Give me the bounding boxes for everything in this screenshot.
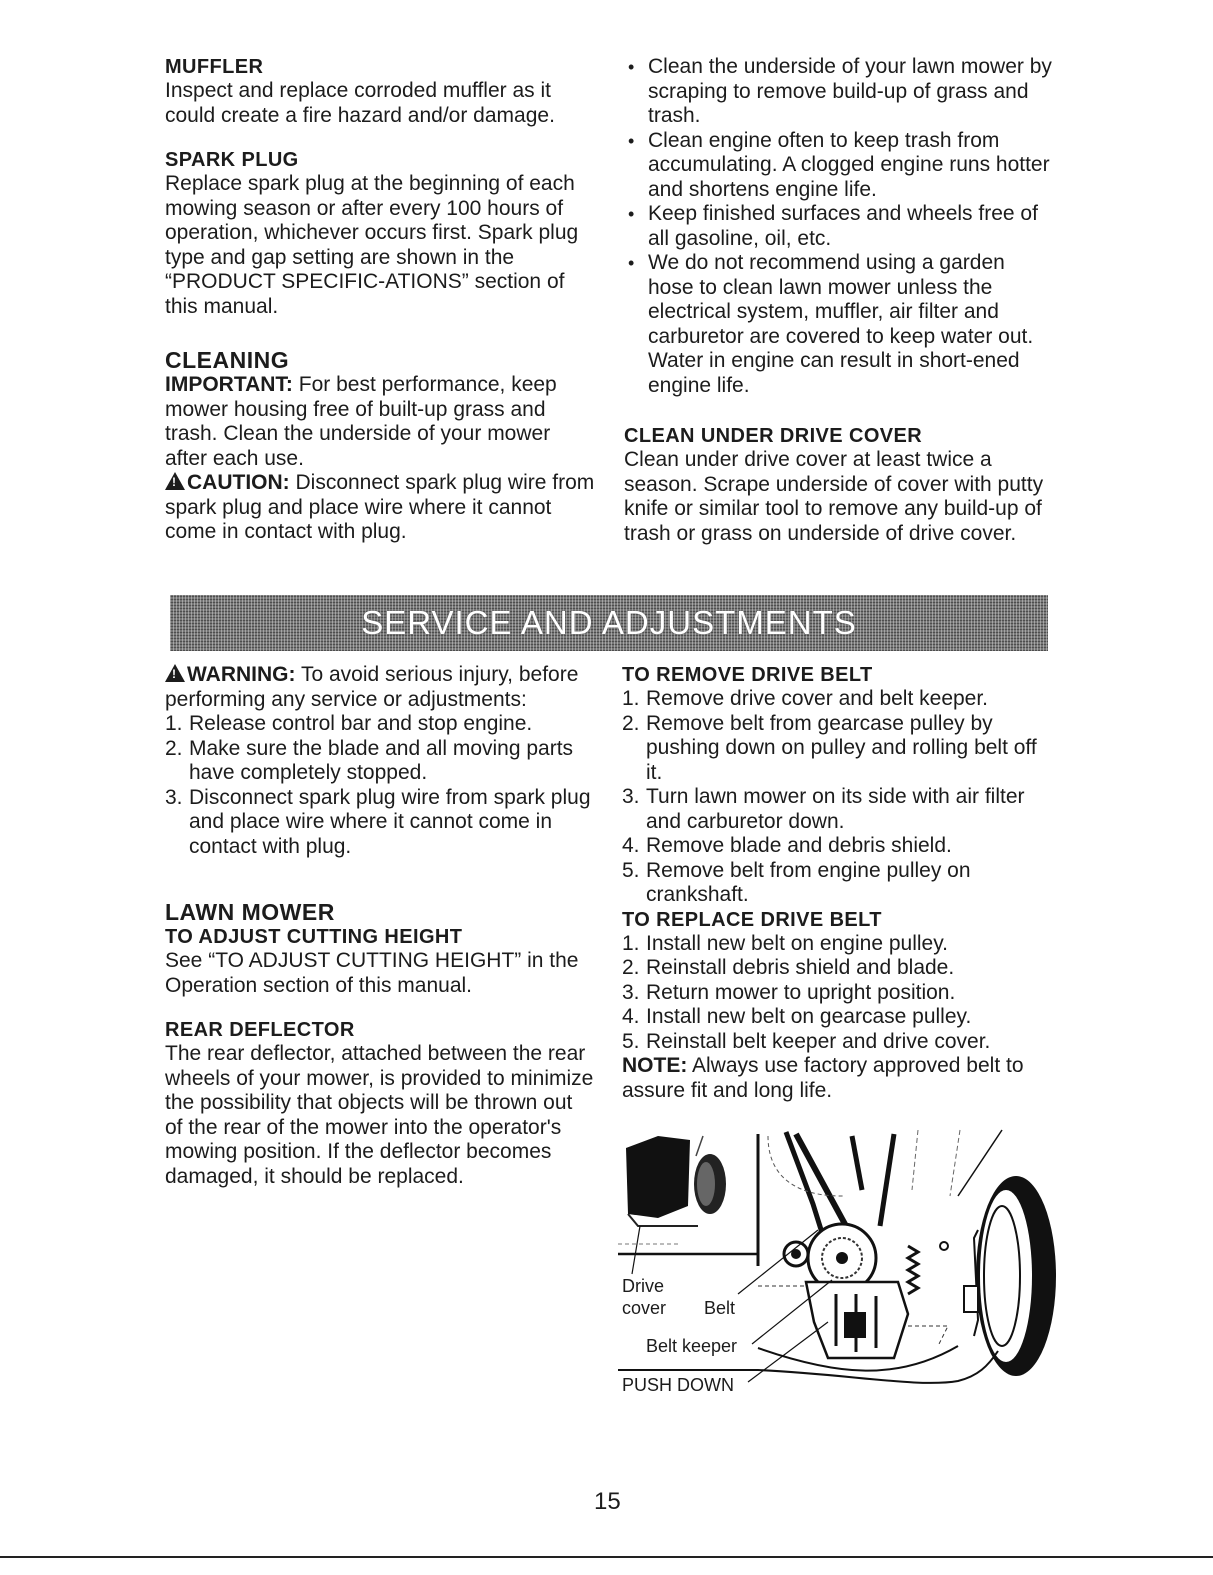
spark-plug-title: SPARK PLUG	[165, 149, 299, 171]
list-item: 1. Remove drive cover and belt keeper.	[622, 687, 989, 710]
bottom-left-column	[165, 663, 595, 1189]
list-item: 4. Install new belt on gearcase pulley.	[622, 1005, 972, 1028]
label-cover: cover	[622, 1298, 667, 1318]
cleaning-title: CLEANING	[165, 347, 290, 373]
lawn-mower-title: LAWN MOWER	[165, 899, 335, 925]
list-item: 5. Remove belt from engine pulley on crankshaft.	[622, 858, 971, 906]
warning-icon	[165, 664, 185, 682]
list-item: • Clean engine often to keep trash from accumulating. A clogged engine runs hotter and shortens engine life.	[628, 128, 1050, 201]
label-belt: Belt	[704, 1298, 736, 1318]
drive-cover-body: Clean under drive cover at least twice a season. Scrape underside of cover with putty knife or similar tool to remove any build-up of trash or grass on underside of drive cover.	[624, 448, 1044, 545]
list-item: • Keep finished surfaces and wheels free of all gasoline, oil, etc.	[628, 202, 1038, 250]
spark-plug-body: Replace spark plug at the beginning of each mowing season or after every 100 hours of operation, whichever occurs first. Spark plug type and gap setting are shown in the “PRODUCT SPECIFIC-ATIONS” section of this manual.	[165, 172, 579, 318]
warning-intro	[165, 663, 595, 712]
drive-belt-figure	[618, 1126, 1058, 1418]
caution-text: Disconnect spark plug wire from spark plug and place wire where it cannot come in contact with plug.	[165, 471, 595, 543]
label-belt-keeper: Belt keeper	[646, 1336, 738, 1356]
note-label: NOTE:	[622, 1054, 688, 1077]
bullet-icon: •	[628, 253, 635, 273]
list-item: 1. Install new belt on engine pulley.	[622, 931, 948, 955]
cleaning-important	[165, 373, 595, 471]
bullet-icon: •	[628, 130, 635, 151]
list-item: • Clean the underside of your lawn mower by scraping to remove build-up of grass and trash.	[628, 55, 1052, 127]
caution-label: CAUTION:	[187, 471, 290, 494]
top-left-column	[165, 55, 595, 545]
banner-title: SERVICE AND ADJUSTMENTS	[361, 604, 857, 641]
list-item: 3. Turn lawn mower on its side with air filter and carburetor down.	[622, 785, 1025, 833]
note-text: Always use factory approved belt to assure fit and long life.	[622, 1054, 1024, 1102]
rear-deflector-title: REAR DEFLECTOR	[165, 1019, 355, 1041]
list-item: 4. Remove blade and debris shield.	[622, 834, 952, 857]
remove-belt-steps	[622, 687, 1052, 908]
bullet-icon: •	[628, 204, 635, 224]
list-item: 2. Remove belt from gearcase pulley by pushing down on pulley and rolling belt off it.	[622, 711, 1037, 784]
important-text: For best performance, keep mower housing free of built-up grass and trash. Clean the underside of your mower after each use.	[165, 373, 557, 470]
bottom-right-column	[622, 663, 1052, 1103]
section-banner	[170, 595, 1048, 651]
cut-height-body: See “TO ADJUST CUTTING HEIGHT” in the Operation section of this manual.	[165, 949, 579, 997]
cleaning-caution	[165, 471, 595, 545]
replace-belt-steps	[622, 932, 1052, 1055]
list-item: 2. Reinstall debris shield and blade.	[622, 956, 955, 979]
drive-cover-shape	[626, 1136, 690, 1218]
bullet-icon: •	[628, 57, 635, 77]
muffler-title: MUFFLER	[165, 56, 264, 78]
warning-label: WARNING:	[187, 663, 296, 686]
page-number: 15	[594, 1488, 621, 1515]
warning-text: To avoid serious injury, before performing any service or adjustments:	[165, 663, 579, 711]
top-right-column	[624, 55, 1054, 546]
spring-shape	[908, 1246, 918, 1294]
list-item: • We do not recommend using a garden hose to clean lawn mower unless the electrical system, muffler, air filter and carburetor are covered to keep water out. Water in engine can result in short-ened engine life.	[628, 251, 1034, 397]
replace-belt-note	[622, 1054, 1052, 1103]
list-item: 3. Return mower to upright position.	[622, 980, 956, 1004]
replace-belt-title: TO REPLACE DRIVE BELT	[622, 908, 882, 931]
list-item: 2. Make sure the blade and all moving parts have completely stopped.	[165, 736, 574, 784]
remove-belt-title: TO REMOVE DRIVE BELT	[622, 664, 873, 686]
label-drive: Drive	[622, 1276, 665, 1296]
important-label: IMPORTANT:	[165, 373, 293, 396]
list-item: 3. Disconnect spark plug wire from spark plug and place wire where it cannot come in contact with plug.	[165, 785, 591, 858]
caution-icon	[165, 472, 185, 490]
cleaning-bullets	[624, 55, 1054, 398]
label-push-down: PUSH DOWN	[622, 1375, 734, 1395]
muffler-body: Inspect and replace corroded muffler as it could create a fire hazard and/or damage.	[165, 79, 555, 127]
list-item: 1. Release control bar and stop engine.	[165, 712, 533, 735]
list-item: 5. Reinstall belt keeper and drive cover.	[622, 1029, 991, 1053]
rear-deflector-body: The rear deflector, attached between the rear wheels of your mower, is provided to minimize the possibility that objects will be thrown out of the rear of the mower into the operator's mowing position. If the deflector becomes damaged, it should be replaced.	[165, 1042, 594, 1188]
cut-height-title: TO ADJUST CUTTING HEIGHT	[165, 926, 463, 948]
bottom-rule	[0, 1556, 1213, 1558]
warning-steps	[165, 712, 595, 859]
drive-cover-title: CLEAN UNDER DRIVE COVER	[624, 425, 923, 447]
